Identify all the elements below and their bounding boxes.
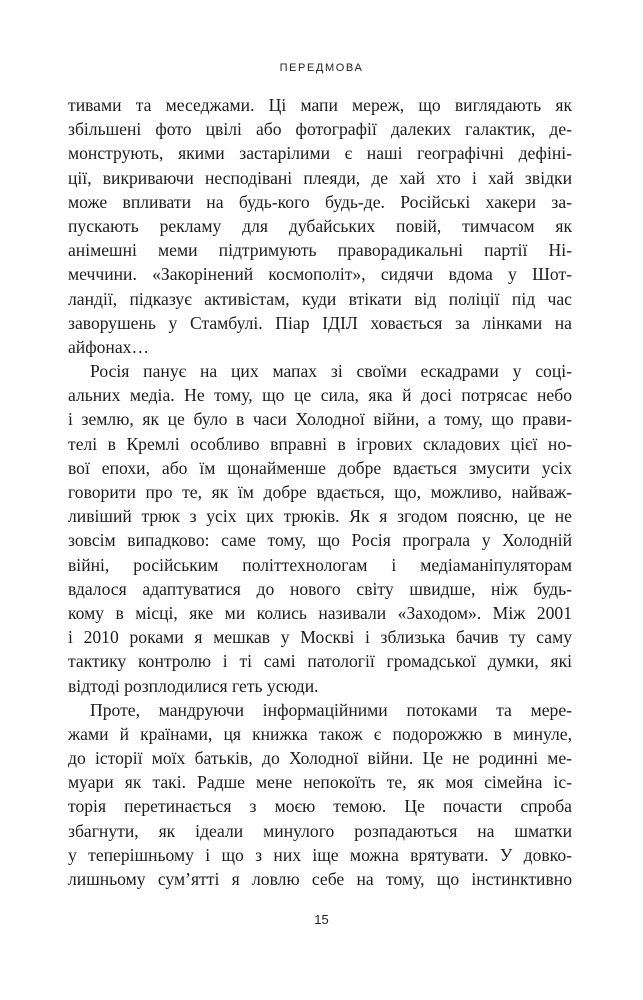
paragraph: [68, 698, 572, 892]
text-line: ливіший трюк з усіх цих трюків. Як я згодом поясню, це не: [68, 506, 572, 527]
text-line: лишньому сум’ятті я ловлю себе на тому, що інстинктивно: [68, 869, 572, 889]
text-line: меччини. «Закорінений космополіт», сидячи вдома у Шот-: [68, 264, 572, 285]
text-line: айфонах…: [68, 336, 150, 357]
text-line: заворушень у Стамбулі. Піар ІДІЛ ховається за лінками на: [68, 312, 572, 333]
text-line: торія перетинається з моєю темою. Це почасти спроба: [68, 796, 572, 817]
text-line: монструють, якими застарілими є наші географічні дефіні-: [68, 143, 572, 164]
text-line: збагнути, як ідеали минулого розпадаються на шматки: [68, 820, 572, 841]
text-line: війні, російським політтехнологам і медіаманіпуляторам: [68, 554, 572, 575]
text-line: зовсім випадково: саме тому, що Росія програла у Холодній: [68, 530, 572, 551]
text-line: анімешні меми підтримують праворадикальні партії Ні-: [68, 240, 572, 261]
text-line: кому в місці, яке ми колись називали «Заходом». Між 2001: [68, 602, 572, 623]
text-line: може впливати на будь-кого будь-де. Російські хакери за-: [68, 191, 572, 212]
paragraph: [68, 359, 572, 698]
text-line: і землю, як це було в часи Холодної війни, а тому, що прави-: [68, 409, 572, 430]
text-line: відтоді розплодилися геть усюди.: [68, 675, 319, 696]
text-line: жами й країнами, ця книжка також є подорожжю в минуле,: [68, 723, 572, 744]
text-line: тивами та меседжами. Ці мапи мереж, що виглядають як: [68, 95, 572, 115]
text-line: ції, викриваючи несподівані плеяди, де хай хто і хай звідки: [68, 167, 572, 188]
running-header: ПЕРЕДМОВА: [279, 62, 364, 74]
text-line: вдалося адаптуватися до нового світу швидше, ніж будь-: [68, 578, 572, 599]
text-line: пускають рекламу для дубайських повій, тимчасом як: [68, 215, 572, 236]
text-line: і 2010 роками я мешкав у Москві і зблизька бачив ту саму: [68, 627, 572, 648]
text-line: у теперішньому і що з них іще можна врятувати. У довко-: [68, 844, 572, 865]
page-number: 15: [314, 912, 329, 927]
text-line: збільшені фото цвілі або фотографії далеких галактик, де-: [68, 119, 572, 140]
text-line: телі в Кремлі особливо вправні в ігрових складових цієї но-: [68, 433, 572, 454]
text-line: тактику контролю і ті самі патології громадської думки, які: [68, 651, 572, 672]
text-line: Проте, мандруючи інформаційними потоками та мере-: [90, 699, 572, 720]
text-line: альних медіа. Не тому, що це сила, яка й досі потрясає небо: [68, 385, 572, 406]
text-line: говорити про те, як їм добре вдається, що, можливо, найваж-: [68, 482, 572, 502]
text-line: ландії, підказує активістам, куди втікати від поліції під час: [68, 288, 572, 309]
text-line: муари як такі. Радше мене непокоїть те, як моя сімейна іс-: [68, 772, 572, 793]
text-line: вої епохи, або їм щонайменше добре вдається змусити усіх: [68, 457, 572, 478]
body-text: [68, 93, 572, 891]
text-line: Росія панує на цих мапах зі своїми ескадрами у соці-: [90, 361, 572, 382]
paragraph: [68, 93, 572, 359]
text-line: до історії моїх батьків, до Холодної війни. Це не родинні ме-: [68, 748, 572, 769]
